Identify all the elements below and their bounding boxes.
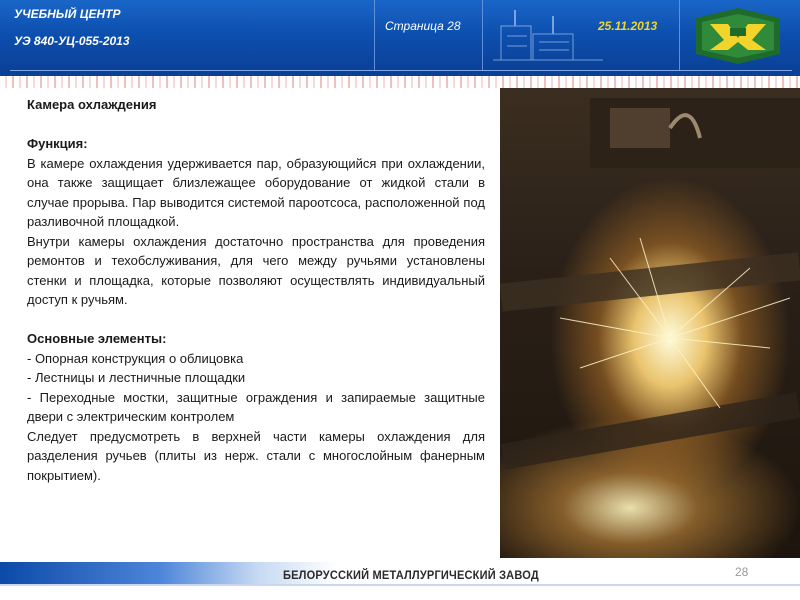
- header-document-code: УЭ 840-УЦ-055-2013: [14, 34, 130, 48]
- element-item-1: - Опорная конструкция о облицовка: [27, 350, 244, 366]
- footer-divider: [0, 584, 800, 586]
- steel-casting-photo: [500, 88, 800, 558]
- header-page-number: Страница 28: [385, 19, 461, 33]
- plant-illustration-icon: [493, 6, 603, 66]
- header-banner: [0, 0, 800, 76]
- function-paragraph-2: Внутри камеры охлаждения достаточно пространства для проведения ремонтов и техобслуживания, для чего между ручьями установлены стенки и площадка, которые позволяют осуществлять индивидуальный доступ к ручьям.: [27, 233, 485, 307]
- casting-machine-illustration: [500, 88, 800, 558]
- header-cell-page: [375, 0, 483, 70]
- main-text: [27, 95, 485, 485]
- section-heading: Камера охлаждения: [27, 97, 157, 112]
- element-item-3: - Переходные мостки, защитные ограждения и запираемые защитные двери с электрическим контролем: [27, 389, 485, 424]
- ornament-band: [0, 76, 800, 88]
- elements-label: Основные элементы:: [27, 331, 167, 346]
- element-item-2: - Лестницы и лестничные площадки: [27, 370, 246, 385]
- slide-number: 28: [735, 565, 749, 579]
- header-divider: [10, 70, 792, 71]
- function-label: Функция:: [27, 136, 88, 151]
- note-paragraph: Следует предусмотреть в верхней части камеры охлаждения для разделения ручьев (плиты из нерж. стали с многослойным фанерным покрытием).: [27, 428, 485, 483]
- header-title: УЧЕБНЫЙ ЦЕНТР: [14, 7, 121, 21]
- company-logo-icon: [692, 6, 784, 66]
- header-cell-date: [483, 0, 680, 70]
- function-paragraph-1: В камере охлаждения удерживается пар, образующийся при охлаждении, она также защищает близлежащее оборудование от жидкой стали в случае прорыва. Пар выводится системой пароотсоса, расположенной под разливочной площадкой.: [27, 155, 485, 229]
- footer-company-name: БЕЛОРУССКИЙ МЕТАЛЛУРГИЧЕСКИЙ ЗАВОД: [283, 568, 539, 582]
- header-date: 25.11.2013: [598, 19, 658, 33]
